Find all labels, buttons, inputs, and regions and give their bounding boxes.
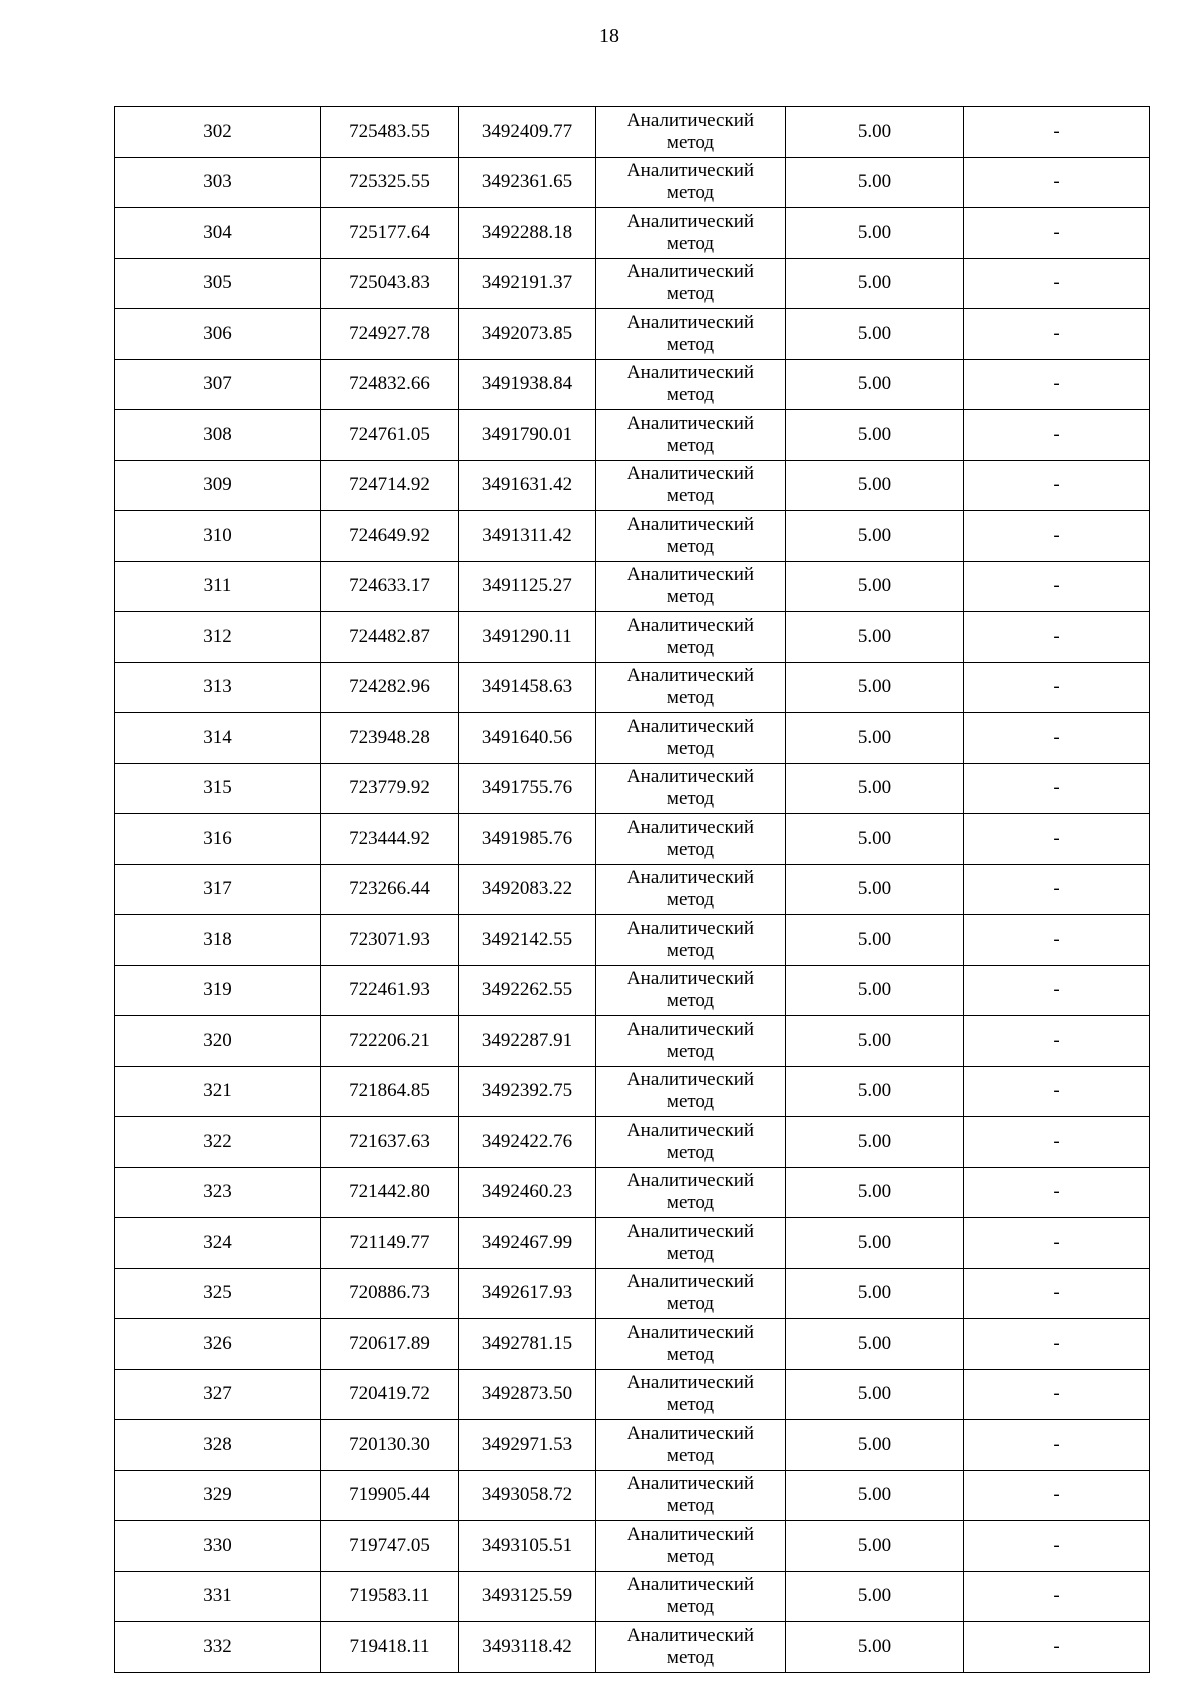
accuracy-cell: 5.00 [786, 1117, 964, 1168]
table-row [115, 763, 1150, 814]
note-cell: - [964, 965, 1150, 1016]
method-line-2: метод [666, 586, 715, 608]
note-cell: - [964, 460, 1150, 511]
method-cell [596, 1016, 786, 1067]
accuracy-cell: 5.00 [786, 157, 964, 208]
accuracy-cell: 5.00 [786, 1268, 964, 1319]
note-cell: - [964, 915, 1150, 966]
method-cell [596, 662, 786, 713]
method-line-1: Аналитический [626, 362, 755, 384]
accuracy-cell: 5.00 [786, 359, 964, 410]
method-cell [596, 1420, 786, 1471]
x-coordinate-cell: 724282.96 [321, 662, 459, 713]
method-line-2: метод [666, 636, 715, 658]
method-line-2: метод [666, 788, 715, 810]
y-coordinate-cell: 3492361.65 [459, 157, 596, 208]
method-cell [596, 612, 786, 663]
x-coordinate-cell: 720886.73 [321, 1268, 459, 1319]
method-cell [596, 1369, 786, 1420]
x-coordinate-cell: 724633.17 [321, 561, 459, 612]
table-row [115, 208, 1150, 259]
accuracy-cell: 5.00 [786, 1369, 964, 1420]
method-cell [596, 359, 786, 410]
method-cell [596, 864, 786, 915]
method-cell [596, 713, 786, 764]
x-coordinate-cell: 725177.64 [321, 208, 459, 259]
method-line-2: метод [666, 1596, 715, 1618]
method-cell [596, 511, 786, 562]
note-cell: - [964, 1470, 1150, 1521]
y-coordinate-cell: 3492083.22 [459, 864, 596, 915]
method-line-1: Аналитический [626, 1372, 755, 1394]
table-row [115, 1167, 1150, 1218]
table-row [115, 1420, 1150, 1471]
table-row [115, 915, 1150, 966]
method-cell [596, 410, 786, 461]
table-row [115, 1521, 1150, 1572]
accuracy-cell: 5.00 [786, 965, 964, 1016]
method-line-2: метод [666, 687, 715, 709]
point-number-cell: 327 [115, 1369, 321, 1420]
method-line-2: метод [666, 889, 715, 911]
method-line-2: метод [666, 232, 715, 254]
method-line-1: Аналитический [626, 160, 755, 182]
point-number-cell: 319 [115, 965, 321, 1016]
method-line-2: метод [666, 333, 715, 355]
x-coordinate-cell: 721149.77 [321, 1218, 459, 1269]
method-line-2: метод [666, 1646, 715, 1668]
accuracy-cell: 5.00 [786, 915, 964, 966]
method-line-2: метод [666, 990, 715, 1012]
method-line-1: Аналитический [626, 311, 755, 333]
accuracy-cell: 5.00 [786, 1521, 964, 1572]
y-coordinate-cell: 3491311.42 [459, 511, 596, 562]
table-row [115, 309, 1150, 360]
method-line-1: Аналитический [626, 665, 755, 687]
method-line-1: Аналитический [626, 715, 755, 737]
method-cell [596, 1571, 786, 1622]
table-row [115, 1016, 1150, 1067]
method-line-2: метод [666, 1293, 715, 1315]
method-line-2: метод [666, 1192, 715, 1214]
x-coordinate-cell: 725043.83 [321, 258, 459, 309]
method-line-1: Аналитический [626, 614, 755, 636]
y-coordinate-cell: 3492617.93 [459, 1268, 596, 1319]
method-line-1: Аналитический [626, 1119, 755, 1141]
point-number-cell: 314 [115, 713, 321, 764]
x-coordinate-cell: 722461.93 [321, 965, 459, 1016]
method-line-2: метод [666, 737, 715, 759]
method-line-1: Аналитический [626, 261, 755, 283]
table-body [115, 107, 1150, 1673]
x-coordinate-cell: 723948.28 [321, 713, 459, 764]
method-line-1: Аналитический [626, 513, 755, 535]
method-cell [596, 1268, 786, 1319]
method-cell [596, 107, 786, 158]
note-cell: - [964, 410, 1150, 461]
table-row [115, 662, 1150, 713]
accuracy-cell: 5.00 [786, 713, 964, 764]
accuracy-cell: 5.00 [786, 1319, 964, 1370]
note-cell: - [964, 157, 1150, 208]
method-line-1: Аналитический [626, 210, 755, 232]
point-number-cell: 312 [115, 612, 321, 663]
method-line-1: Аналитический [626, 109, 755, 131]
accuracy-cell: 5.00 [786, 1622, 964, 1673]
x-coordinate-cell: 719905.44 [321, 1470, 459, 1521]
note-cell: - [964, 612, 1150, 663]
y-coordinate-cell: 3491938.84 [459, 359, 596, 410]
method-line-1: Аналитический [626, 1271, 755, 1293]
method-line-1: Аналитический [626, 867, 755, 889]
note-cell: - [964, 1016, 1150, 1067]
method-cell [596, 965, 786, 1016]
method-line-2: метод [666, 1141, 715, 1163]
method-line-1: Аналитический [626, 412, 755, 434]
method-line-2: метод [666, 838, 715, 860]
point-number-cell: 316 [115, 814, 321, 865]
x-coordinate-cell: 719583.11 [321, 1571, 459, 1622]
x-coordinate-cell: 724649.92 [321, 511, 459, 562]
point-number-cell: 315 [115, 763, 321, 814]
x-coordinate-cell: 719747.05 [321, 1521, 459, 1572]
y-coordinate-cell: 3491458.63 [459, 662, 596, 713]
y-coordinate-cell: 3491755.76 [459, 763, 596, 814]
note-cell: - [964, 359, 1150, 410]
table-row [115, 410, 1150, 461]
note-cell: - [964, 1521, 1150, 1572]
table-row [115, 1622, 1150, 1673]
point-number-cell: 330 [115, 1521, 321, 1572]
point-number-cell: 329 [115, 1470, 321, 1521]
table-row [115, 561, 1150, 612]
method-cell [596, 1319, 786, 1370]
y-coordinate-cell: 3492073.85 [459, 309, 596, 360]
point-number-cell: 317 [115, 864, 321, 915]
table-row [115, 864, 1150, 915]
table-row [115, 1218, 1150, 1269]
table-row [115, 258, 1150, 309]
method-cell [596, 258, 786, 309]
note-cell: - [964, 1268, 1150, 1319]
x-coordinate-cell: 723444.92 [321, 814, 459, 865]
note-cell: - [964, 309, 1150, 360]
accuracy-cell: 5.00 [786, 460, 964, 511]
method-line-1: Аналитический [626, 564, 755, 586]
table-row [115, 1369, 1150, 1420]
x-coordinate-cell: 721442.80 [321, 1167, 459, 1218]
method-cell [596, 814, 786, 865]
point-number-cell: 320 [115, 1016, 321, 1067]
point-number-cell: 324 [115, 1218, 321, 1269]
point-number-cell: 325 [115, 1268, 321, 1319]
table-row [115, 157, 1150, 208]
method-line-2: метод [666, 1343, 715, 1365]
point-number-cell: 332 [115, 1622, 321, 1673]
accuracy-cell: 5.00 [786, 410, 964, 461]
method-line-2: метод [666, 1394, 715, 1416]
x-coordinate-cell: 724714.92 [321, 460, 459, 511]
note-cell: - [964, 1218, 1150, 1269]
method-line-1: Аналитический [626, 766, 755, 788]
point-number-cell: 318 [115, 915, 321, 966]
y-coordinate-cell: 3492262.55 [459, 965, 596, 1016]
point-number-cell: 302 [115, 107, 321, 158]
accuracy-cell: 5.00 [786, 763, 964, 814]
table-row [115, 965, 1150, 1016]
x-coordinate-cell: 724927.78 [321, 309, 459, 360]
page-number: 18 [599, 25, 619, 47]
x-coordinate-cell: 723779.92 [321, 763, 459, 814]
method-cell [596, 561, 786, 612]
method-cell [596, 208, 786, 259]
method-line-2: метод [666, 535, 715, 557]
x-coordinate-cell: 720617.89 [321, 1319, 459, 1370]
method-line-2: метод [666, 1242, 715, 1264]
method-cell [596, 1470, 786, 1521]
table-row [115, 713, 1150, 764]
table-row [115, 1470, 1150, 1521]
method-line-1: Аналитический [626, 1170, 755, 1192]
point-number-cell: 326 [115, 1319, 321, 1370]
point-number-cell: 328 [115, 1420, 321, 1471]
note-cell: - [964, 864, 1150, 915]
note-cell: - [964, 511, 1150, 562]
coordinates-table [114, 106, 1150, 1673]
table-row [115, 511, 1150, 562]
y-coordinate-cell: 3493118.42 [459, 1622, 596, 1673]
x-coordinate-cell: 724832.66 [321, 359, 459, 410]
y-coordinate-cell: 3491790.01 [459, 410, 596, 461]
y-coordinate-cell: 3491290.11 [459, 612, 596, 663]
x-coordinate-cell: 723071.93 [321, 915, 459, 966]
y-coordinate-cell: 3492971.53 [459, 1420, 596, 1471]
method-line-1: Аналитический [626, 1220, 755, 1242]
point-number-cell: 331 [115, 1571, 321, 1622]
y-coordinate-cell: 3491125.27 [459, 561, 596, 612]
note-cell: - [964, 1117, 1150, 1168]
note-cell: - [964, 208, 1150, 259]
method-cell [596, 460, 786, 511]
method-line-1: Аналитический [626, 917, 755, 939]
method-line-1: Аналитический [626, 463, 755, 485]
accuracy-cell: 5.00 [786, 864, 964, 915]
y-coordinate-cell: 3493125.59 [459, 1571, 596, 1622]
accuracy-cell: 5.00 [786, 107, 964, 158]
note-cell: - [964, 107, 1150, 158]
accuracy-cell: 5.00 [786, 1066, 964, 1117]
method-line-1: Аналитический [626, 816, 755, 838]
note-cell: - [964, 713, 1150, 764]
point-number-cell: 311 [115, 561, 321, 612]
table-row [115, 107, 1150, 158]
point-number-cell: 309 [115, 460, 321, 511]
y-coordinate-cell: 3492288.18 [459, 208, 596, 259]
x-coordinate-cell: 720130.30 [321, 1420, 459, 1471]
accuracy-cell: 5.00 [786, 511, 964, 562]
y-coordinate-cell: 3492460.23 [459, 1167, 596, 1218]
note-cell: - [964, 1369, 1150, 1420]
accuracy-cell: 5.00 [786, 1167, 964, 1218]
method-line-2: метод [666, 1495, 715, 1517]
note-cell: - [964, 1571, 1150, 1622]
point-number-cell: 303 [115, 157, 321, 208]
table-row [115, 1319, 1150, 1370]
method-line-1: Аналитический [626, 1422, 755, 1444]
y-coordinate-cell: 3493058.72 [459, 1470, 596, 1521]
y-coordinate-cell: 3492287.91 [459, 1016, 596, 1067]
x-coordinate-cell: 725325.55 [321, 157, 459, 208]
table-row [115, 1066, 1150, 1117]
method-line-2: метод [666, 1040, 715, 1062]
point-number-cell: 310 [115, 511, 321, 562]
method-line-2: метод [666, 1444, 715, 1466]
table-row [115, 1117, 1150, 1168]
x-coordinate-cell: 722206.21 [321, 1016, 459, 1067]
note-cell: - [964, 763, 1150, 814]
method-line-1: Аналитический [626, 1523, 755, 1545]
method-line-1: Аналитический [626, 1069, 755, 1091]
method-line-1: Аналитический [626, 1624, 755, 1646]
method-line-2: метод [666, 485, 715, 507]
method-line-2: метод [666, 434, 715, 456]
method-line-2: метод [666, 182, 715, 204]
y-coordinate-cell: 3492392.75 [459, 1066, 596, 1117]
accuracy-cell: 5.00 [786, 258, 964, 309]
method-line-1: Аналитический [626, 1321, 755, 1343]
x-coordinate-cell: 720419.72 [321, 1369, 459, 1420]
x-coordinate-cell: 724482.87 [321, 612, 459, 663]
note-cell: - [964, 814, 1150, 865]
accuracy-cell: 5.00 [786, 208, 964, 259]
note-cell: - [964, 258, 1150, 309]
table-row [115, 359, 1150, 410]
point-number-cell: 305 [115, 258, 321, 309]
table-row [115, 1268, 1150, 1319]
note-cell: - [964, 1319, 1150, 1370]
x-coordinate-cell: 721637.63 [321, 1117, 459, 1168]
method-cell [596, 1117, 786, 1168]
point-number-cell: 304 [115, 208, 321, 259]
method-cell [596, 1218, 786, 1269]
method-cell [596, 1622, 786, 1673]
method-line-1: Аналитический [626, 1018, 755, 1040]
method-cell [596, 309, 786, 360]
note-cell: - [964, 561, 1150, 612]
point-number-cell: 321 [115, 1066, 321, 1117]
method-line-2: метод [666, 131, 715, 153]
x-coordinate-cell: 723266.44 [321, 864, 459, 915]
point-number-cell: 308 [115, 410, 321, 461]
method-line-2: метод [666, 1091, 715, 1113]
method-line-1: Аналитический [626, 1473, 755, 1495]
method-cell [596, 1066, 786, 1117]
method-cell [596, 915, 786, 966]
y-coordinate-cell: 3493105.51 [459, 1521, 596, 1572]
point-number-cell: 323 [115, 1167, 321, 1218]
accuracy-cell: 5.00 [786, 561, 964, 612]
x-coordinate-cell: 719418.11 [321, 1622, 459, 1673]
note-cell: - [964, 1167, 1150, 1218]
accuracy-cell: 5.00 [786, 1420, 964, 1471]
point-number-cell: 307 [115, 359, 321, 410]
method-line-2: метод [666, 939, 715, 961]
accuracy-cell: 5.00 [786, 814, 964, 865]
y-coordinate-cell: 3491985.76 [459, 814, 596, 865]
method-line-2: метод [666, 384, 715, 406]
method-cell [596, 157, 786, 208]
method-line-1: Аналитический [626, 968, 755, 990]
y-coordinate-cell: 3492409.77 [459, 107, 596, 158]
method-line-2: метод [666, 1545, 715, 1567]
point-number-cell: 322 [115, 1117, 321, 1168]
accuracy-cell: 5.00 [786, 1016, 964, 1067]
accuracy-cell: 5.00 [786, 1571, 964, 1622]
method-cell [596, 1521, 786, 1572]
y-coordinate-cell: 3492142.55 [459, 915, 596, 966]
accuracy-cell: 5.00 [786, 1470, 964, 1521]
x-coordinate-cell: 721864.85 [321, 1066, 459, 1117]
table-row [115, 612, 1150, 663]
note-cell: - [964, 1066, 1150, 1117]
note-cell: - [964, 662, 1150, 713]
method-cell [596, 763, 786, 814]
point-number-cell: 306 [115, 309, 321, 360]
note-cell: - [964, 1622, 1150, 1673]
x-coordinate-cell: 724761.05 [321, 410, 459, 461]
accuracy-cell: 5.00 [786, 612, 964, 663]
note-cell: - [964, 1420, 1150, 1471]
table-row [115, 1571, 1150, 1622]
point-number-cell: 313 [115, 662, 321, 713]
y-coordinate-cell: 3492467.99 [459, 1218, 596, 1269]
table-row [115, 460, 1150, 511]
accuracy-cell: 5.00 [786, 309, 964, 360]
y-coordinate-cell: 3492191.37 [459, 258, 596, 309]
y-coordinate-cell: 3492422.76 [459, 1117, 596, 1168]
accuracy-cell: 5.00 [786, 1218, 964, 1269]
x-coordinate-cell: 725483.55 [321, 107, 459, 158]
table-row [115, 814, 1150, 865]
method-line-1: Аналитический [626, 1574, 755, 1596]
accuracy-cell: 5.00 [786, 662, 964, 713]
y-coordinate-cell: 3492873.50 [459, 1369, 596, 1420]
y-coordinate-cell: 3491640.56 [459, 713, 596, 764]
y-coordinate-cell: 3491631.42 [459, 460, 596, 511]
method-line-2: метод [666, 283, 715, 305]
y-coordinate-cell: 3492781.15 [459, 1319, 596, 1370]
method-cell [596, 1167, 786, 1218]
